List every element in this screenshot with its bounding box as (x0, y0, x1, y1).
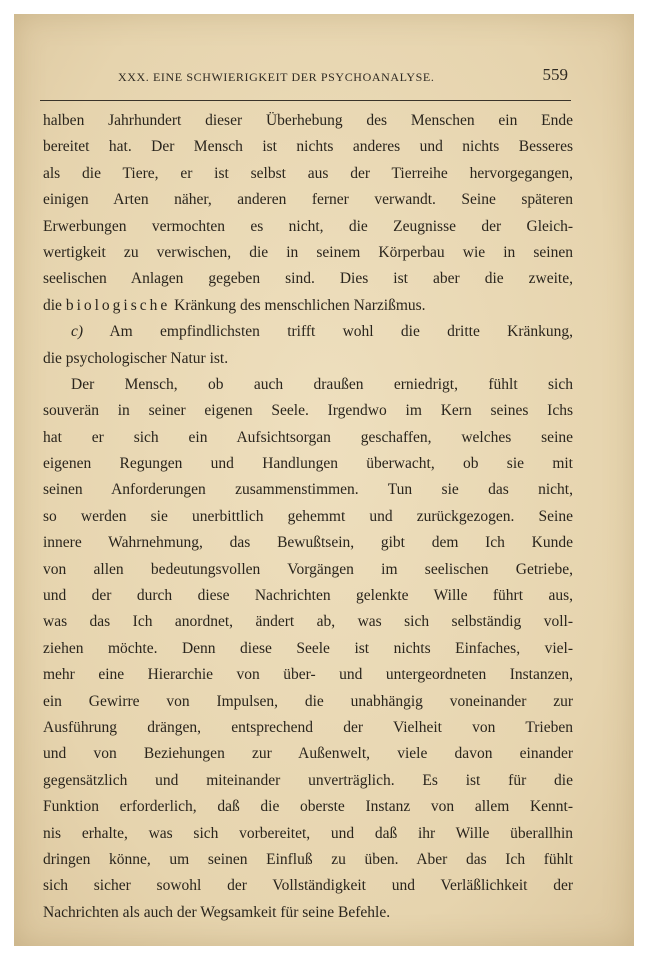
text-line: ein Gewirre von Impulsen, die unabhängig voneinander zur (43, 692, 573, 710)
header-rule (40, 100, 571, 101)
text-line: von allen bedeutungsvollen Vorgängen im seelischen Getriebe, (43, 560, 573, 578)
text-line: einigen Arten näher, anderen ferner verwandt. Seine späteren (43, 191, 573, 209)
text-line: eigenen Regungen und Handlungen überwacht, ob sie mit (43, 455, 573, 473)
text-line: und von Beziehungen zur Außenwelt, viele davon einander (43, 745, 573, 763)
text-line: seinen Anforderungen zusammenstimmen. Tun sie das nicht, (43, 481, 573, 499)
text-line: Der Mensch, ob auch draußen erniedrigt, fühlt sich (71, 375, 573, 393)
text-line: sich sicher sowohl der Vollständigkeit und Verläßlichkeit der (43, 877, 573, 895)
text-line: gegensätzlich und miteinander unverträglich. Es ist für die (43, 771, 573, 789)
body-text (43, 108, 573, 926)
running-header (44, 64, 568, 90)
text-line: wertigkeit zu verwischen, die in seinem Körperbau wie in seinen (43, 243, 573, 261)
text-line: Nachrichten als auch der Wegsamkeit für seine Befehle. (43, 903, 391, 921)
text-fragment: Am empfindlichsten trifft wohl die dritte Kränkung, (83, 323, 573, 341)
text-line: als die Tiere, er ist selbst aus der Tierreihe hervorgegangen, (43, 164, 573, 182)
text-line: ziehen möchte. Denn diese Seele ist nichts Einfaches, viel- (43, 639, 573, 657)
page-number: 559 (542, 65, 568, 84)
text-line: was das Ich anordnet, ändert ab, was sich selbständig voll- (43, 613, 573, 631)
text-line: die psychologischer Natur ist. (43, 349, 229, 367)
text-line: innere Wahrnehmung, das Bewußtsein, gibt dem Ich Kunde (43, 534, 573, 552)
text-line: souverän in seiner eigenen Seele. Irgendwo im Kern seines Ichs (43, 402, 573, 420)
text-line: nis erhalte, was sich vorbereitet, und daß ihr Wille überallhin (43, 824, 573, 842)
text-line: seelischen Anlagen gegeben sind. Dies ist aber die zweite, (43, 270, 573, 288)
text-line (43, 293, 573, 319)
text-line: und der durch diese Nachrichten gelenkte Wille führt aus, (43, 587, 573, 605)
text-line: hat er sich ein Aufsichtsorgan geschaffen, welches seine (43, 428, 573, 446)
text-line: Erwerbungen vermochten es nicht, die Zeugnisse der Gleich- (43, 217, 573, 235)
text-line: bereitet hat. Der Mensch ist nichts anderes und nichts Besseres (43, 138, 573, 156)
chapter-title: XXX. EINE SCHWIERIGKEIT DER PSYCHOANALYSE. (118, 70, 435, 84)
text-line: mehr eine Hierarchie von über- und untergeordneten Instanzen, (43, 666, 573, 684)
text-line: dringen könne, um seinen Einfluß zu üben. Aber das Ich fühlt (43, 850, 573, 868)
text-line: Ausführung drängen, entsprechend der Vielheit von Trieben (43, 718, 573, 736)
text-line: so werden sie unerbittlich gehemmt und zurückgezogen. Seine (43, 507, 573, 525)
list-label: c) (71, 323, 84, 341)
emphasized-word: biologische (65, 296, 171, 314)
text-fragment: die (43, 296, 66, 314)
text-line: Funktion erforderlich, daß die oberste Instanz von allem Kennt- (43, 798, 573, 816)
text-line (43, 319, 573, 345)
text-fragment: Kränkung des menschlichen Narzißmus. (170, 296, 426, 314)
text-line: halben Jahrhundert dieser Überhebung des Menschen ein Ende (43, 112, 573, 129)
